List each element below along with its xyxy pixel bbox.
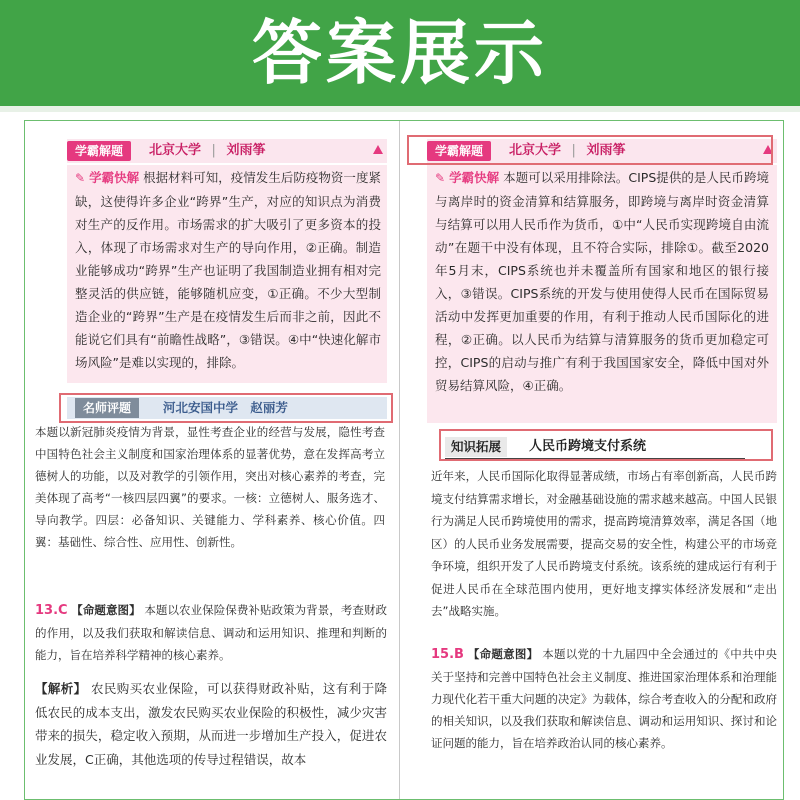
highlight-box-source xyxy=(407,135,773,165)
comment-tag: 名师评题 xyxy=(75,398,139,418)
q15-block xyxy=(431,643,777,754)
column-divider xyxy=(399,121,400,800)
right-column xyxy=(405,121,777,800)
comment-school: 河北安国中学 xyxy=(163,400,239,415)
pen-icon: ✎ xyxy=(435,171,446,185)
left-solution-text xyxy=(75,166,381,374)
left-column xyxy=(25,121,397,800)
source-tag: 学霸解题 xyxy=(427,141,491,161)
kuaijie-body: 根据材料可知，疫情发生后防疫物资一度紧缺，这使得许多企业“跨界”生产，对应的知识点为消费对生产的反作用。市场需求的扩大吸引了更多资本的投入，体现了市场需求对生产的导向作用，②正确。制造业能够成功“跨界”生产也证明了我国制造业拥有相对完整灵活的供应链，能够随机应变，①正确。不少大型制造企业的“跨界”生产是在疫情发生后而非之前，因此不能说它们具有“前瞻性战略”，③错误。④中“快速化解市场风险”是难以实现的，排除。 xyxy=(75,170,381,370)
q13-block xyxy=(35,599,387,666)
banner-title: 答案展示 xyxy=(252,12,548,94)
banner xyxy=(0,0,800,106)
analysis-block xyxy=(35,677,387,771)
comment-body: 本题以新冠肺炎疫情为背景，显性考查企业的经营与发展，隐性考查中国特色社会主义制度和国家治理体系的显著优势，意在发挥高考立德树人的功能，以及对教学的引领作用，突出对核心素养的考查，完美体现了高考“一核四层四翼”的要求。一核：立德树人、服务选才、导向教学。四层：必备知识、关键能力、学科素养、核心价值。四翼：基础性、综合性、应用性、创新性。 xyxy=(35,425,385,549)
answer-page xyxy=(24,120,784,800)
ext-tag: 知识拓展 xyxy=(445,437,507,457)
q15-text: 本题以党的十九届四中全会通过的《中共中央关于坚持和完善中国特色社会主义制度、推进国家治理体系和治理能力现代化若干重大问题的决定》为载体，综合考查收入的分配和政府的相关知识，以及我们获取和解读信息、调动和运用知识、探讨和论证问题的能力，旨在培养政治认同的核心素养。 xyxy=(431,647,777,750)
analysis-text: 农民购买农业保险，可以获得财政补贴，这有利于降低农民的成本支出，激发农民购买农业保险的积极性，减少灾害带来的损失，稳定收入预期，从而进一步增加生产投入，促进农业发展，C正确，其他选项的传导过程错误，故本 xyxy=(35,681,387,767)
ext-title: 人民币跨境支付系统 xyxy=(529,439,647,454)
q13-label: 【命题意图】 xyxy=(71,603,141,617)
analysis-label: 【解析】 xyxy=(35,681,87,696)
q13-number: 13.C xyxy=(35,603,68,618)
left-source-bar xyxy=(67,139,387,163)
source-tag: 学霸解题 xyxy=(67,141,131,161)
kuaijie-label: 学霸快解 xyxy=(449,170,500,185)
pen-icon: ✎ xyxy=(75,171,86,185)
source-school: 北京大学 xyxy=(509,143,562,158)
comment-author: 赵丽芳 xyxy=(250,400,288,415)
source-school: 北京大学 xyxy=(149,143,202,158)
q15-label: 【命题意图】 xyxy=(467,647,539,661)
source-author: 刘雨筝 xyxy=(586,143,626,158)
kuaijie-label: 学霸快解 xyxy=(89,170,140,185)
source-sep: | xyxy=(571,143,576,158)
source-credit xyxy=(149,142,265,160)
highlight-box-comment xyxy=(59,393,393,423)
kuaijie-body: 本题可以采用排除法。CIPS提供的是人民币跨境与离岸时的资金清算和结算服务，即跨境与离岸时资金清算与结算可以用人民币作为货币，①中“人民币实现跨境自由流动”在题干中没有体现，且不符合实际，排除①。截至2020年5月末，CIPS系统也并未覆盖所有国家和地区的银行接入，③错误。CIPS系统的开发与使用使得人民币在国际贸易活动中发挥更加重要的作用，有利于推动人民币国际化的进程，②正确。以人民币为结算与清算服务的货币更加稳定可控，CIPS的启动与推广有利于我国国家安全，降低中国对外贸易结算风险，④正确。 xyxy=(435,170,769,393)
q13-text: 本题以农业保险保费补贴政策为背景，考查财政的作用，以及我们获取和解读信息、调动和运用知识、推理和判断的能力，旨在培养科学精神的核心素养。 xyxy=(35,603,388,662)
q15-number: 15.B xyxy=(431,647,464,662)
source-sep: | xyxy=(211,143,216,158)
triangle-icon xyxy=(373,145,383,154)
source-author: 刘雨筝 xyxy=(226,143,266,158)
right-solution-text xyxy=(435,166,769,397)
ext-body: 近年来，人民币国际化取得显著成绩，市场占有率创新高，人民币跨境支付结算需求增长，对金融基础设施的需求越来越高。中国人民银行为满足人民币跨境使用的需求，提高跨境清算效率，满足各国（地区）的人民币业务发展需要，提高交易的安全性，构建公平的市场竞争环境，组织开发了人民币跨境支付系统。该系统的建成运行有利于促进人民币在全球范围内使用，更好地支撑实体经济发展和“走出去”战略实施。 xyxy=(431,469,777,618)
banner-underline xyxy=(0,106,800,112)
highlight-box-extension xyxy=(439,429,773,461)
